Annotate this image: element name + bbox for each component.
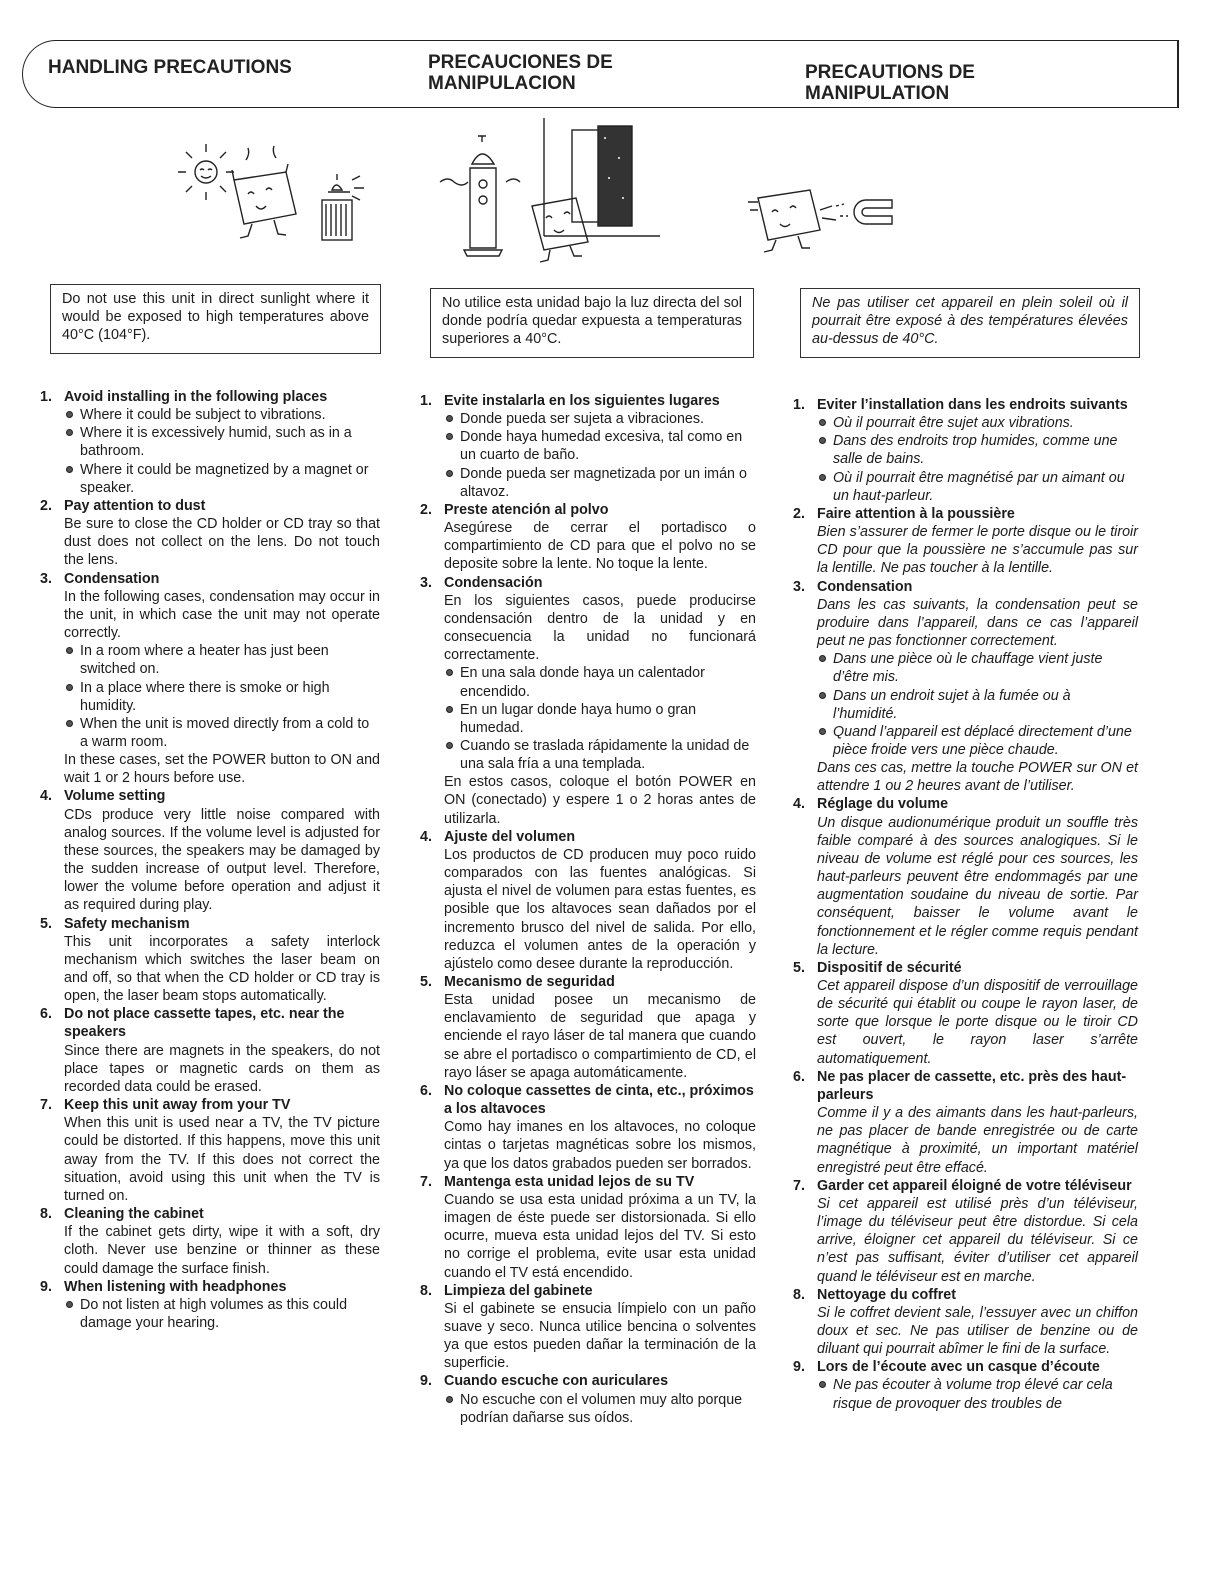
item-body: Como hay imanes en los altavoces, no coloque cintas o tarjetas magnéticas sobre los mismos, ya que los datos grabados pueden ser borrados. — [444, 1119, 756, 1172]
precaution-item — [793, 1286, 1138, 1359]
item-title: Eviter l’installation dans les endroits suivants — [817, 397, 1128, 413]
precaution-item — [420, 828, 756, 973]
item-number: 5. — [420, 974, 432, 990]
bullet-list — [817, 650, 1138, 759]
item-title: Ne pas placer de cassette, etc. près des haut-parleurs — [817, 1068, 1127, 1103]
bullet-list — [64, 406, 380, 497]
item-number: 7. — [793, 1177, 805, 1194]
item-title: Evite instalarla en los siguientes lugares — [444, 393, 720, 409]
page-title-fr: PRECAUTIONS DE MANIPULATION — [805, 62, 975, 104]
bullet-item: Where it could be subject to vibrations. — [64, 406, 380, 424]
precautions-column-en — [40, 388, 380, 1332]
item-after-text: En estos casos, coloque el botón POWER en ON (conectado) y espere 1 o 2 horas antes de utilizarla. — [444, 774, 756, 827]
item-title: Limpieza del gabinete — [444, 1282, 593, 1299]
item-number: 8. — [40, 1206, 52, 1223]
item-number: 3. — [40, 570, 52, 587]
page-title-es: PRECAUCIONES DE MANIPULACION — [428, 52, 613, 94]
precaution-item — [793, 578, 1138, 796]
magnet-illustration — [740, 182, 910, 258]
precaution-item — [420, 574, 756, 828]
sunlight-warning-en: Do not use this unit in direct sunlight where it would be exposed to high temperatures above 40°C (104°F). — [50, 284, 381, 354]
item-number: 4. — [420, 828, 432, 845]
bullet-list — [817, 1376, 1138, 1412]
item-body: Los productos de CD producen muy poco ruido comparados con las fuentes analógicas. Si ajusta el nivel de volumen para estas fuentes, es posible que los altavoces sean dañados por el incremento brusco del nivel de salida. Por ello, reduzca el volumen antes de la operación y ajústelo como desee durante la reproducción. — [444, 846, 756, 972]
item-after-text: Dans ces cas, mettre la touche POWER sur ON et attendre 1 ou 2 heures avant de l’utiliser. — [817, 760, 1138, 795]
item-title: Mecanismo de seguridad — [444, 974, 615, 990]
item-body: Si le coffret devient sale, l’essuyer avec un chiffon doux et sec. Ne pas utiliser de benzine ou de diluant qui pourrait abîmer le fini de la surface. — [817, 1304, 1138, 1358]
bullet-item: Where it is excessively humid, such as in a bathroom. — [64, 424, 380, 460]
item-title: Ajuste del volumen — [444, 828, 576, 845]
item-number: 7. — [420, 1173, 432, 1190]
bullet-item: In a place where there is smoke or high humidity. — [64, 679, 380, 715]
item-body: Dans les cas suivants, la condensation peut se produire dans l’appareil, dans ce cas l’appareil peut ne pas fonctionner correctement. — [817, 596, 1138, 650]
bullet-list — [444, 410, 756, 501]
item-title: Cleaning the cabinet — [64, 1206, 204, 1223]
item-body: En los siguientes casos, puede producirse condensación dentro de la unidad y en consecuencia la unidad no funcionará correctamente. — [444, 592, 756, 664]
precaution-item — [420, 501, 756, 574]
item-number: 4. — [793, 796, 805, 813]
bullet-item: En una sala donde haya un calentador encendido. — [444, 664, 756, 700]
item-title: No coloque cassettes de cinta, etc., próximos a los altavoces — [444, 1082, 754, 1118]
bullet-list — [444, 1391, 756, 1427]
item-number: 9. — [420, 1373, 432, 1390]
item-body: When this unit is used near a TV, the TV picture could be distorted. If this happens, move this unit away from the TV. If this does not correct the situation, avoid using this unit when the TV is turned on. — [64, 1115, 380, 1204]
item-body: Esta unidad posee un mecanismo de enclavamiento de seguridad que apaga y enciende el rayo láser de tal manera que cuando se abre el portadisco o compartimiento de CD, el rayo láser se apaga automáticamente. — [444, 992, 756, 1081]
item-title: Avoid installing in the following places — [64, 389, 328, 405]
bullet-item: Ne pas écouter à volume trop élevé car cela risque de provoquer des troubles de — [817, 1376, 1138, 1412]
item-body: CDs produce very little noise compared with analog sources. If the volume level is adjusted for these sources, the speakers may be damaged by the sudden increase of output level. Therefore, lower the volume before operation and adjust it as required during play. — [64, 806, 380, 914]
item-body: Bien s’assurer de fermer le porte disque ou le tiroir CD pour que la poussière ne s’accumule pas sur la lentille. Ne pas toucher à la lentille. — [817, 524, 1138, 577]
bullet-item: When the unit is moved directly from a cold to a warm room. — [64, 715, 380, 751]
precaution-item — [40, 388, 380, 497]
bullet-item: En un lugar donde haya humo o gran humedad. — [444, 701, 756, 737]
item-number: 8. — [420, 1282, 432, 1299]
bullet-item: In a room where a heater has just been switched on. — [64, 642, 380, 678]
item-title: Preste atención al polvo — [444, 501, 609, 518]
item-title: Réglage du volume — [817, 796, 949, 813]
precaution-item — [40, 570, 380, 788]
item-title: Faire attention à la poussière — [817, 505, 1015, 522]
item-body: Cet appareil dispose d’un dispositif de verrouillage de sécurité qui établit ou coupe le rayon laser, de sorte que lorsque le porte disque ou le tiroir CD est ouvert, le rayon laser s’arrête automatiquement. — [817, 978, 1138, 1067]
humidity-bathroom-illustration — [432, 118, 662, 266]
precaution-item — [793, 959, 1138, 1068]
precaution-item — [420, 973, 756, 1082]
item-title: Keep this unit away from your TV — [64, 1097, 291, 1114]
item-body: If the cabinet gets dirty, wipe it with a soft, dry cloth. Never use benzine or thinner as these could damage the surface finish. — [64, 1224, 380, 1277]
item-body: Si cet appareil est utilisé près d’un téléviseur, l’image du téléviseur peut être distordue. Si cela arrive, éloigner cet appareil du téléviseur. Si ce n’est pas suffisant, éviter d’utiliser cet appareil quand le téléviseur est en marche. — [817, 1195, 1138, 1285]
sunlight-warning-es: No utilice esta unidad bajo la luz directa del sol donde podría quedar expuesta a temperaturas superiores a 40°C. — [430, 288, 754, 358]
item-body: Asegúrese de cerrar el portadisco o compartimiento de CD para que el polvo no se deposite sobre la lente. No toque la lente. — [444, 520, 756, 573]
precaution-item — [40, 497, 380, 570]
item-body: Be sure to close the CD holder or CD tray so that dust does not collect on the lens. Do not touch the lens. — [64, 516, 380, 569]
bullet-list — [817, 414, 1138, 505]
item-title: Condensation — [64, 570, 160, 587]
item-body: Cuando se usa esta unidad próxima a un TV, la imagen de éste puede ser distorsionada. Si ello ocurre, mueva esta unidad lejos del TV. Si esto no corrige el problema, evite usar esta unidad cuando el TV está encendido. — [444, 1191, 756, 1281]
item-number: 7. — [40, 1097, 52, 1114]
item-number: 3. — [420, 574, 432, 591]
bullet-item: Où il pourrait être magnétisé par un aimant ou un haut-parleur. — [817, 469, 1138, 505]
precaution-item — [420, 1372, 756, 1426]
precaution-item — [420, 1282, 756, 1373]
item-number: 1. — [40, 389, 52, 405]
precaution-item — [793, 1358, 1138, 1412]
item-number: 1. — [793, 397, 805, 413]
item-title: Do not place cassette tapes, etc. near the speakers — [64, 1006, 345, 1041]
precautions-column-fr — [793, 396, 1138, 1413]
bullet-list — [64, 642, 380, 751]
item-body: In the following cases, condensation may occur in the unit, in which case the unit may not operate correctly. — [64, 588, 380, 642]
item-title: Pay attention to dust — [64, 497, 206, 514]
item-number: 2. — [420, 501, 432, 518]
item-body: Un disque audionumérique produit un souffle très faible comparé à des sources analogiques. Si le niveau de volume est réglé pour ces sources, les haut-parleurs peuvent être endommagés par une augmentation soudaine du niveau de sortie. Par conséquent, baisser le volume avant le fonctionnement et le régler comme requis pendant la lecture. — [817, 814, 1138, 958]
precaution-item — [40, 787, 380, 914]
bullet-item: No escuche con el volumen muy alto porque podrían dañarse sus oídos. — [444, 1391, 756, 1427]
item-title: Volume setting — [64, 788, 166, 805]
precaution-item — [793, 795, 1138, 958]
precaution-item — [420, 392, 756, 501]
precaution-item — [420, 1082, 756, 1173]
bullet-item: Où il pourrait être sujet aux vibrations. — [817, 414, 1138, 432]
precaution-item — [40, 1205, 380, 1278]
item-number: 5. — [793, 959, 805, 976]
item-number: 2. — [40, 497, 52, 514]
bullet-item: Donde pueda ser magnetizada por un imán o altavoz. — [444, 465, 756, 501]
bullet-item: Dans une pièce où le chauffage vient juste d’être mis. — [817, 650, 1138, 686]
item-title: Condensation — [817, 578, 913, 595]
item-number: 8. — [793, 1286, 805, 1303]
item-body: Since there are magnets in the speakers, do not place tapes or magnetic cards on them as recorded data could be erased. — [64, 1042, 380, 1095]
item-title: Nettoyage du coffret — [817, 1286, 957, 1303]
item-title: When listening with headphones — [64, 1278, 287, 1295]
precaution-item — [40, 915, 380, 1006]
bullet-item: Donde pueda ser sujeta a vibraciones. — [444, 410, 756, 428]
precaution-item — [40, 1005, 380, 1096]
item-title: Cuando escuche con auriculares — [444, 1373, 669, 1390]
bullet-list — [444, 664, 756, 773]
item-number: 3. — [793, 578, 805, 595]
bullet-item: Cuando se traslada rápidamente la unidad de una sala fría a una templada. — [444, 737, 756, 773]
bullet-list — [64, 1296, 380, 1332]
precaution-item — [793, 396, 1138, 505]
precaution-item — [420, 1173, 756, 1282]
item-title: Safety mechanism — [64, 915, 190, 932]
bullet-item: Quand l’appareil est déplacé directement d’une pièce froide vers une pièce chaude. — [817, 723, 1138, 759]
item-title: Condensación — [444, 574, 543, 591]
precaution-item — [40, 1278, 380, 1332]
item-title: Lors de l’écoute avec un casque d’écoute — [817, 1359, 1100, 1376]
bullet-item: Where it could be magnetized by a magnet or speaker. — [64, 461, 380, 497]
item-title: Garder cet appareil éloigné de votre téléviseur — [817, 1177, 1132, 1194]
precaution-item — [40, 1096, 380, 1205]
precaution-item — [793, 505, 1138, 578]
item-number: 6. — [420, 1082, 432, 1099]
bullet-item: Dans un endroit sujet à la fumée ou à l’humidité. — [817, 687, 1138, 723]
item-number: 1. — [420, 393, 432, 409]
item-body: Comme il y a des aimants dans les haut-parleurs, ne pas placer de bande enregistrée ou de carte magnétique à proximité, un important matériel enregistré peut être effacé. — [817, 1105, 1138, 1176]
item-title: Dispositif de sécurité — [817, 959, 962, 976]
precautions-column-es — [420, 392, 756, 1427]
item-title: Mantenga esta unidad lejos de su TV — [444, 1173, 695, 1190]
bullet-item: Do not listen at high volumes as this could damage your hearing. — [64, 1296, 380, 1332]
item-number: 5. — [40, 915, 52, 932]
item-number: 9. — [793, 1359, 805, 1376]
sunlight-warning-fr: Ne pas utiliser cet appareil en plein soleil où il pourrait être exposé à des températures élevées au-dessus de 40°C. — [800, 288, 1140, 358]
bullet-item: Donde haya humedad excesiva, tal como en un cuarto de baño. — [444, 428, 756, 464]
item-number: 2. — [793, 505, 805, 522]
item-number: 6. — [793, 1068, 805, 1085]
item-number: 9. — [40, 1278, 52, 1295]
precaution-item — [793, 1068, 1138, 1177]
bullet-item: Dans des endroits trop humides, comme une salle de bains. — [817, 432, 1138, 468]
sunlight-heat-illustration — [176, 140, 376, 244]
page-title-en: HANDLING PRECAUTIONS — [48, 57, 292, 78]
precaution-item — [793, 1177, 1138, 1286]
item-number: 4. — [40, 788, 52, 805]
item-number: 6. — [40, 1006, 52, 1023]
item-after-text: In these cases, set the POWER button to ON and wait 1 or 2 hours before use. — [64, 752, 380, 787]
item-body: Si el gabinete se ensucia límpielo con un paño suave y seco. Nunca utilice bencina o solventes ya que estos pueden dañar la terminación de la superficie. — [444, 1300, 756, 1372]
item-body: This unit incorporates a safety interlock mechanism which switches the laser beam on and off, so that when the CD holder or CD tray is open, the laser beam stops automatically. — [64, 933, 380, 1005]
